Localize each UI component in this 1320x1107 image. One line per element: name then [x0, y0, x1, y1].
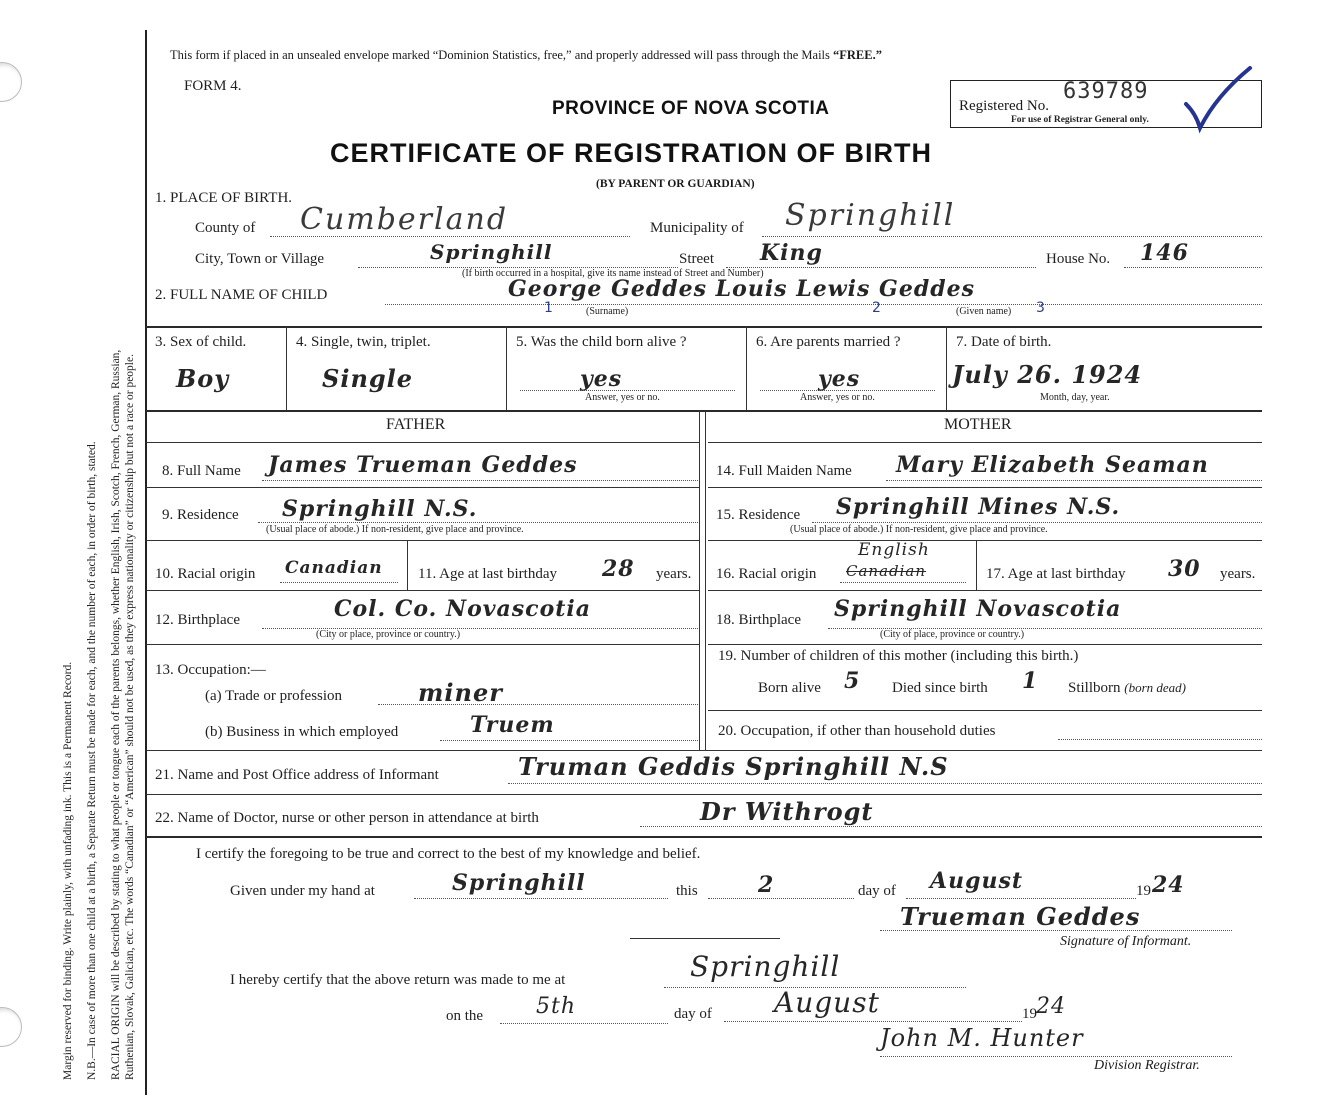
name-order-mark-3: 3	[1036, 300, 1045, 316]
father-birthplace-label: 12. Birthplace	[155, 612, 240, 628]
county-label: County of	[195, 220, 256, 236]
trade-value: miner	[418, 678, 503, 707]
given-under-hand-label: Given under my hand at	[230, 883, 375, 899]
margin-note-3: RACIAL ORIGIN will be described by stating to what people or tongue each of the parents belongs, whether English, Irish, Scotch, French, German, Russian,	[110, 349, 122, 1080]
hospital-note: (If birth occurred in a hospital, give its name instead of Street and Number)	[462, 268, 764, 279]
mother-racial-label: 16. Racial origin	[716, 566, 817, 582]
stillborn-label: Stillborn (born dead)	[1068, 680, 1187, 696]
certification-statement: I certify the foregoing to be true and correct to the best of my knowledge and belief.	[196, 846, 701, 862]
mother-age-label: 17. Age at last birthday	[986, 566, 1126, 582]
mother-residence-label: 15. Residence	[716, 507, 801, 523]
county-value: Cumberland	[300, 202, 509, 237]
margin-note-4: Ruthenian, Slovak, Galician, etc. The words “Canadian” or “American” should not be used, as they express nationality or citizenship but not a race or people.	[124, 354, 136, 1080]
died-since-birth-value: 1	[1022, 668, 1039, 694]
mother-racial-struck: Canadian	[846, 562, 927, 580]
informant-label: 21. Name and Post Office address of Informant	[155, 767, 439, 783]
sex-label: 3. Sex of child.	[155, 334, 247, 350]
child-name-label: 2. FULL NAME OF CHILD	[155, 287, 328, 303]
house-number-value: 146	[1140, 240, 1189, 266]
binding-hole-bottom	[0, 1007, 22, 1047]
binding-hole-top	[0, 62, 22, 102]
name-order-mark-2: 2	[872, 300, 881, 316]
margin-note-2: N.B.—In case of more than one child at a birth, a Separate Return must be made for each, and the number of each, in order of birth, stated.	[86, 441, 98, 1080]
mother-name-label: 14. Full Maiden Name	[716, 463, 852, 479]
father-birthplace-note: (City or place, province or country.)	[316, 629, 461, 640]
father-heading: FATHER	[386, 416, 446, 433]
date-of-birth-label: 7. Date of birth.	[956, 334, 1052, 350]
father-residence-note: (Usual place of abode.) If non-resident, give place and province.	[266, 524, 524, 535]
registered-label: Registered No.	[959, 98, 1049, 114]
form-left-border	[145, 30, 147, 1095]
born-alive-value: yes	[580, 366, 623, 392]
mother-birthplace-label: 18. Birthplace	[716, 612, 801, 628]
born-alive-count-label: Born alive	[758, 680, 821, 696]
city-value: Springhill	[430, 240, 553, 264]
registrar-year-prefix: 19	[1022, 1006, 1037, 1022]
died-since-birth-label: Died since birth	[892, 680, 988, 696]
certificate-subtitle: (BY PARENT OR GUARDIAN)	[596, 178, 755, 190]
checkmark-icon	[1178, 62, 1258, 152]
date-of-birth-value: July 26. 1924	[952, 360, 1143, 389]
this-label: this	[676, 883, 698, 899]
informant-value: Truman Geddis Springhill N.S	[518, 752, 949, 781]
mother-racial-value: English	[858, 540, 930, 560]
mother-occupation-label: 20. Occupation, if other than household duties	[718, 723, 996, 739]
street-label: Street	[679, 251, 714, 267]
registrar-day-value: 5th	[536, 994, 577, 1019]
mail-notice: This form if placed in an unsealed envelope marked “Dominion Statistics, free,” and properly addressed will pass through the Mails “FREE.”	[170, 48, 882, 62]
certification-day-value: 2	[758, 872, 775, 898]
certificate-title: CERTIFICATE OF REGISTRATION OF BIRTH	[330, 138, 932, 168]
mother-residence-note: (Usual place of abode.) If non-resident, give place and province.	[790, 524, 1048, 535]
father-residence-label: 9. Residence	[162, 507, 239, 523]
given-name-note: (Given name)	[956, 306, 1012, 317]
business-value: Truem	[470, 712, 555, 738]
father-age-value: 28	[602, 556, 635, 582]
registrar-year-value: 24	[1036, 994, 1066, 1019]
mother-age-value: 30	[1168, 556, 1201, 582]
house-number-label: House No.	[1046, 251, 1111, 267]
municipality-value: Springhill	[785, 198, 956, 233]
father-racial-value: Canadian	[285, 558, 383, 578]
born-alive-label: 5. Was the child born alive ?	[516, 334, 687, 350]
registrar-on-the-label: on the	[446, 1008, 484, 1024]
informant-signature-label: Signature of Informant.	[1060, 934, 1192, 949]
plurality-value: Single	[322, 364, 414, 393]
father-residence-value: Springhill N.S.	[282, 496, 478, 522]
trade-label: (a) Trade or profession	[205, 688, 343, 704]
certification-year-prefix: 19	[1136, 883, 1151, 899]
registrar-place-value: Springhill	[690, 950, 841, 983]
registrar-day-of-label: day of	[674, 1006, 712, 1022]
father-racial-label: 10. Racial origin	[155, 566, 256, 582]
mother-birthplace-note: (City of place, province or country.)	[880, 629, 1025, 640]
father-name-value: James Trueman Geddes	[268, 452, 578, 478]
certification-day-of-label: day of	[858, 883, 896, 899]
mother-age-unit: years.	[1220, 566, 1256, 582]
municipality-label: Municipality of	[650, 220, 744, 236]
place-of-birth-heading: 1. PLACE OF BIRTH.	[155, 190, 293, 206]
form-number: FORM 4.	[184, 78, 242, 94]
father-age-unit: years.	[656, 566, 692, 582]
plurality-label: 4. Single, twin, triplet.	[296, 334, 431, 350]
child-name-value: George Geddes Louis Lewis Geddes	[508, 276, 975, 302]
registrar-statement: I hereby certify that the above return was made to me at	[230, 972, 566, 988]
doctor-label: 22. Name of Doctor, nurse or other person in attendance at birth	[155, 810, 539, 826]
certification-year-value: 24	[1152, 872, 1185, 898]
children-count-label: 19. Number of children of this mother (including this birth.)	[718, 648, 1079, 664]
parents-married-note: Answer, yes or no.	[800, 392, 875, 403]
doctor-value: Dr Withrogt	[700, 797, 874, 826]
mail-notice-free: “FREE.”	[833, 48, 882, 62]
date-of-birth-note: Month, day, year.	[1040, 392, 1110, 403]
street-value: King	[760, 240, 823, 266]
margin-note-1: Margin reserved for binding. Write plainly, with unfading ink. This is a Permanent Record.	[62, 661, 74, 1080]
mother-residence-value: Springhill Mines N.S.	[836, 494, 1121, 520]
informant-signature: Trueman Geddes	[900, 902, 1141, 931]
father-birthplace-value: Col. Co. Novascotia	[334, 596, 592, 622]
registrar-month-value: August	[774, 986, 880, 1019]
certification-month-value: August	[930, 868, 1023, 894]
mother-birthplace-value: Springhill Novascotia	[834, 596, 1122, 622]
father-occupation-label: 13. Occupation:—	[155, 662, 266, 678]
mother-name-value: Mary Elizabeth Seaman	[896, 452, 1209, 478]
surname-note: (Surname)	[586, 306, 629, 317]
father-age-label: 11. Age at last birthday	[418, 566, 557, 582]
given-place-value: Springhill	[452, 870, 586, 896]
parents-married-label: 6. Are parents married ?	[756, 334, 901, 350]
province-heading: PROVINCE OF NOVA SCOTIA	[552, 98, 830, 119]
born-alive-note: Answer, yes or no.	[585, 392, 660, 403]
registrar-signature: John M. Hunter	[880, 1024, 1084, 1052]
parents-married-value: yes	[818, 366, 861, 392]
registered-number: 639789	[1063, 79, 1149, 104]
sex-value: Boy	[176, 364, 230, 393]
born-alive-count-value: 5	[844, 668, 861, 694]
mother-heading: MOTHER	[944, 416, 1012, 433]
city-label: City, Town or Village	[195, 251, 325, 267]
registrar-signature-label: Division Registrar.	[1094, 1058, 1200, 1073]
name-order-mark-1: 1	[544, 300, 553, 316]
business-label: (b) Business in which employed	[205, 724, 399, 740]
registrar-use-note: For use of Registrar General only.	[1011, 115, 1149, 125]
father-name-label: 8. Full Name	[162, 463, 241, 479]
